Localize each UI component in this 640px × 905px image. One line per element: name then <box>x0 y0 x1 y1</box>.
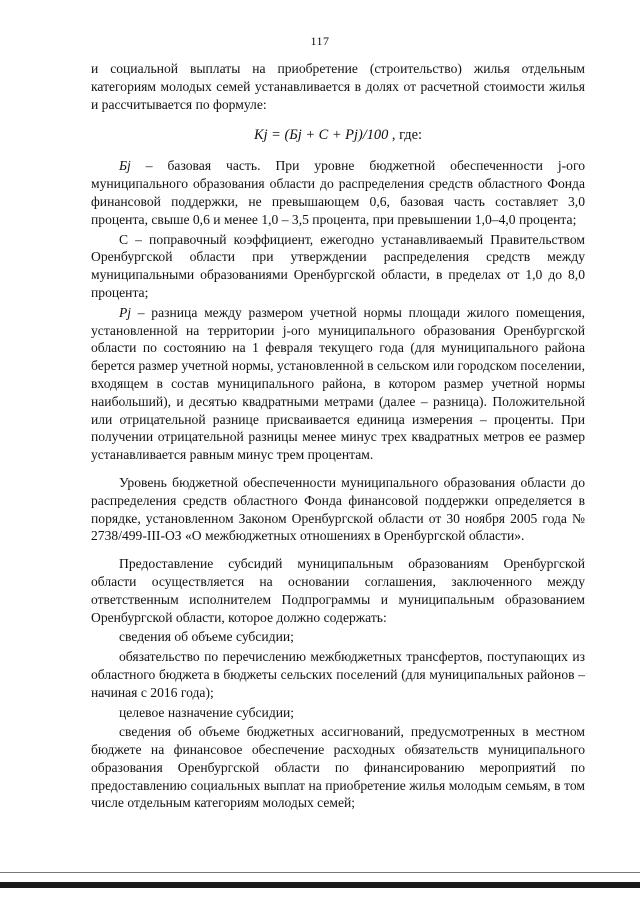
subsidy-paragraph: Предоставление субсидий муниципальным образованиям Оренбургской области осуществляется на основании соглашения, заключенного между ответственным исполнителем Подпрограммы и муниципальным образованием Оренбургской области, которое должно содержать: <box>91 556 585 625</box>
list-item: сведения об объеме бюджетных ассигнований, предусмотренных в местном бюджете на финансовое обеспечение расходных обязательств муниципального образования Оренбургской области по финансированию мероприятий по предоставлению социальных выплат на приобретение жилья молодым семьям, в том числе отдельным категориям молодых семей; <box>91 724 585 811</box>
definition-text: – поправочный коэффициент, ежегодно устанавливаемый Правительством Оренбургской области при утверждении распределения средств между муниципальными образованиями Оренбургской области, в пределах от 1,0 до 8,0 процента; <box>91 231 585 300</box>
definition-text: – базовая часть. При уровне бюджетной обеспеченности j-ого муниципального образования области до распределения средств областного Фонда финансовой поддержки, не превышающем 0,6, базовая часть составляет 3,0 процента, свыше 0,6 и менее 1,0 – 3,5 процента, при превышении 1,0–4,0 процента; <box>91 158 585 227</box>
definition-symbol: С <box>119 231 129 247</box>
intro-paragraph: и социальной выплаты на приобретение (строительство) жилья отдельным категориям молодых семей устанавливается в долях от расчетной стоимости жилья и рассчитывается по формуле: <box>91 61 585 112</box>
list-item: целевое назначение субсидии; <box>119 704 295 720</box>
definition-bj <box>91 157 585 228</box>
definition-pj <box>91 304 585 464</box>
scan-edge-bar <box>0 882 640 888</box>
definition-symbol: Бj <box>119 158 131 174</box>
definition-c <box>91 231 585 302</box>
list-item: сведения об объеме субсидии; <box>119 629 294 645</box>
budget-paragraph: Уровень бюджетной обеспеченности муниципального образования области до распределения средств областного Фонда финансовой поддержки определяется в порядке, установленном Законом Оренбургской области от 30 ноября 2005 года № 2738/499-III-ОЗ «О межбюджетных отношениях в Оренбургской области». <box>91 474 585 544</box>
document-body <box>91 60 585 812</box>
formula <box>91 125 585 145</box>
page-number: 117 <box>310 34 330 48</box>
formula-suffix: , где: <box>388 127 423 144</box>
definition-text: – разница между размером учетной нормы площади жилого помещения, установленной на территории j-ого муниципального образования Оренбургской области по состоянию на 1 февраля текущего года (для муниципального района берется размер учетной нормы, установленной в сельском или городском поселении, входящем в состав муниципального района, в котором размер учетной нормы наибольший), и десятью квадратными метрами (далее – разница). Положительной или отрицательной разнице присваивается единица измерения – проценты. При получении отрицательной разницы менее минус трех квадратных метров ее размер устанавливается равным минус трем процентам. <box>91 304 585 463</box>
list-item: обязательство по перечислению межбюджетных трансфертов, поступающих из областного бюджета в бюджеты сельских поселений (для муниципальных районов – начиная с 2016 года); <box>91 649 585 700</box>
formula-expression: Kj = (Бj + С + Pj)/100 <box>253 127 389 144</box>
scan-edge-line <box>0 872 640 873</box>
definition-symbol: Pj <box>119 304 132 320</box>
